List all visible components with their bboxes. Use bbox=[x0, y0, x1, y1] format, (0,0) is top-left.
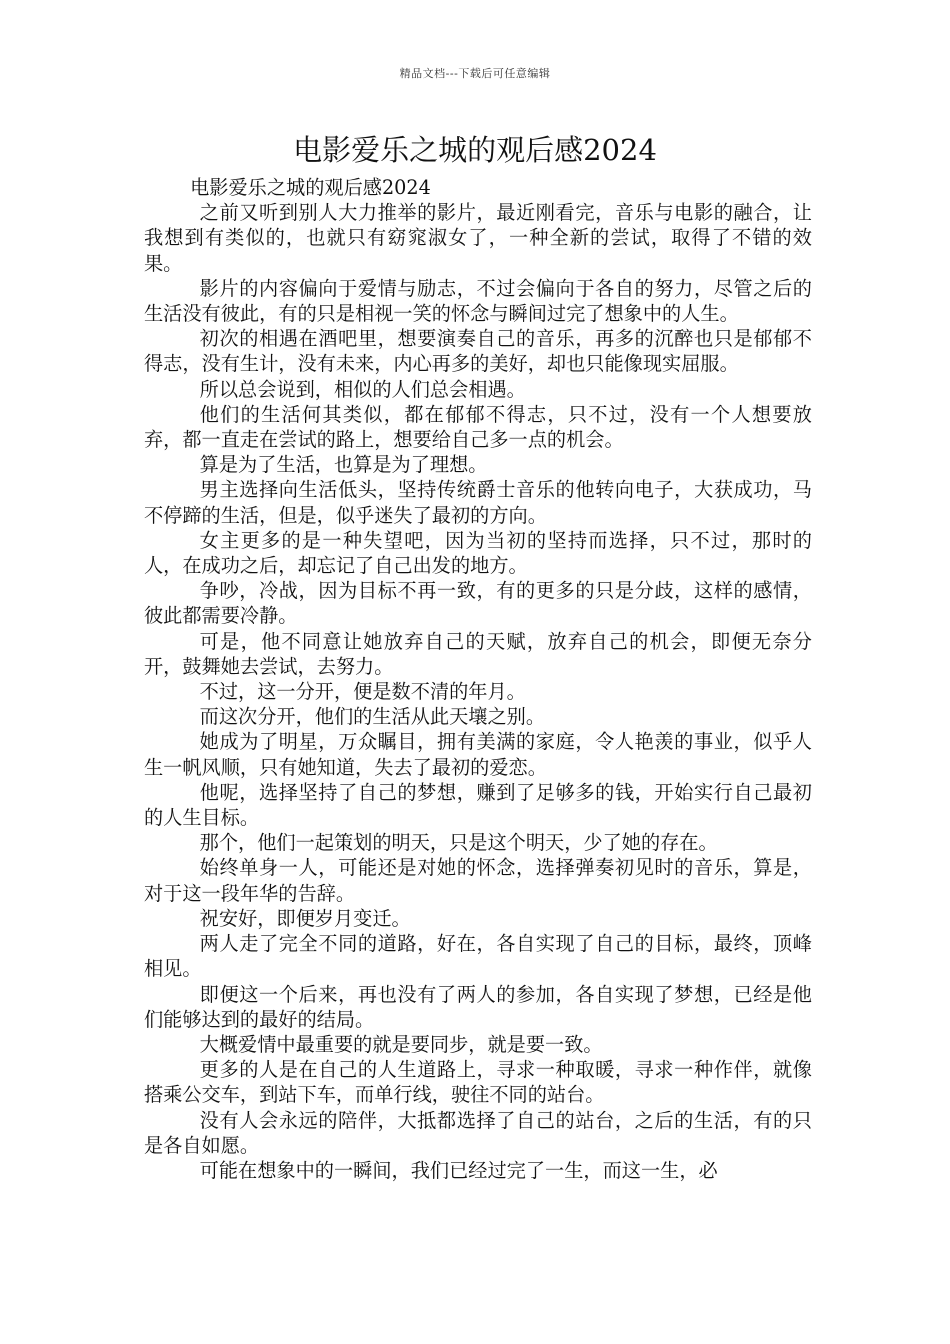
body-paragraph: 始终单身一人，可能还是对她的怀念，选择弹奏初见时的音乐，算是，对于这一段年华的告辞。 bbox=[144, 856, 812, 905]
body-paragraph: 可能在想象中的一瞬间，我们已经过完了一生，而这一生，必 bbox=[199, 1158, 718, 1182]
document-subtitle: 电影爱乐之城的观后感2024 bbox=[190, 176, 431, 199]
body-paragraph: 更多的人是在自己的人生道路上，寻求一种取暖，寻求一种作伴，就像搭乘公交车，到站下车，而单行线，驶往不同的站台。 bbox=[144, 1058, 812, 1107]
body-paragraph: 那个，他们一起策划的明天，只是这个明天，少了她的存在。 bbox=[199, 831, 718, 855]
header-note: 精品文档---下载后可任意编辑 bbox=[399, 67, 551, 80]
body-paragraph: 祝安好，即便岁月变迁。 bbox=[199, 906, 411, 930]
body-paragraph: 算是为了生活，也算是为了理想。 bbox=[199, 453, 488, 477]
body-paragraph: 可是，他不同意让她放弃自己的天赋，放弃自己的机会，即便无奈分开，鼓舞她去尝试，去努力。 bbox=[144, 629, 812, 678]
body-paragraph: 不过，这一分开，便是数不清的年月。 bbox=[199, 680, 526, 704]
body-paragraph: 他们的生活何其类似，都在郁郁不得志，只不过，没有一个人想要放弃，都一直走在尝试的路上，想要给自己多一点的机会。 bbox=[144, 402, 812, 452]
body-paragraph: 之前又听到别人大力推举的影片，最近刚看完，音乐与电影的融合，让我想到有类似的，也就只有窈窕淑女了，一种全新的尝试，取得了不错的效果。 bbox=[144, 201, 812, 275]
body-paragraph: 初次的相遇在酒吧里，想要演奏自己的音乐，再多的沉醉也只是郁郁不得志，没有生计，没有未来，内心再多的美好，却也只能像现实屈服。 bbox=[144, 327, 812, 376]
document-body bbox=[144, 175, 812, 1183]
body-paragraph: 两人走了完全不同的道路，好在，各自实现了自己的目标，最终，顶峰相见。 bbox=[144, 932, 812, 981]
body-paragraph: 女主更多的是一种失望吧，因为当初的坚持而选择，只不过，那时的人，在成功之后，却忘记了自己出发的地方。 bbox=[144, 528, 812, 578]
body-paragraph: 所以总会说到，相似的人们总会相遇。 bbox=[199, 377, 526, 401]
body-paragraph: 即便这一个后来，再也没有了两人的参加，各自实现了梦想，已经是他们能够达到的最好的结局。 bbox=[144, 982, 812, 1031]
body-paragraph: 男主选择向生活低头，坚持传统爵士音乐的他转向电子，大获成功，马不停蹄的生活，但是，似乎迷失了最初的方向。 bbox=[144, 478, 812, 527]
body-paragraph: 影片的内容偏向于爱情与励志，不过会偏向于各自的努力，尽管之后的生活没有彼此，有的只是相视一笑的怀念与瞬间过完了想象中的人生。 bbox=[144, 276, 812, 326]
body-paragraph: 她成为了明星，万众瞩目，拥有美满的家庭，令人艳羡的事业，似乎人生一帆风顺，只有她知道，失去了最初的爱恋。 bbox=[144, 730, 812, 779]
body-paragraph: 他呢，选择坚持了自己的梦想，赚到了足够多的钱，开始实行自己最初的人生目标。 bbox=[144, 780, 812, 830]
body-paragraph: 而这次分开，他们的生活从此天壤之别。 bbox=[199, 705, 546, 729]
body-paragraph: 没有人会永远的陪伴，大抵都选择了自己的站台，之后的生活，有的只是各自如愿。 bbox=[144, 1108, 812, 1157]
document-title: 电影爱乐之城的观后感2024 bbox=[293, 133, 657, 167]
body-paragraph: 争吵，冷战，因为目标不再一致，有的更多的只是分歧，这样的感情，彼此都需要冷静。 bbox=[144, 579, 812, 628]
body-paragraph: 大概爱情中最重要的就是要同步，就是要一致。 bbox=[199, 1032, 603, 1056]
